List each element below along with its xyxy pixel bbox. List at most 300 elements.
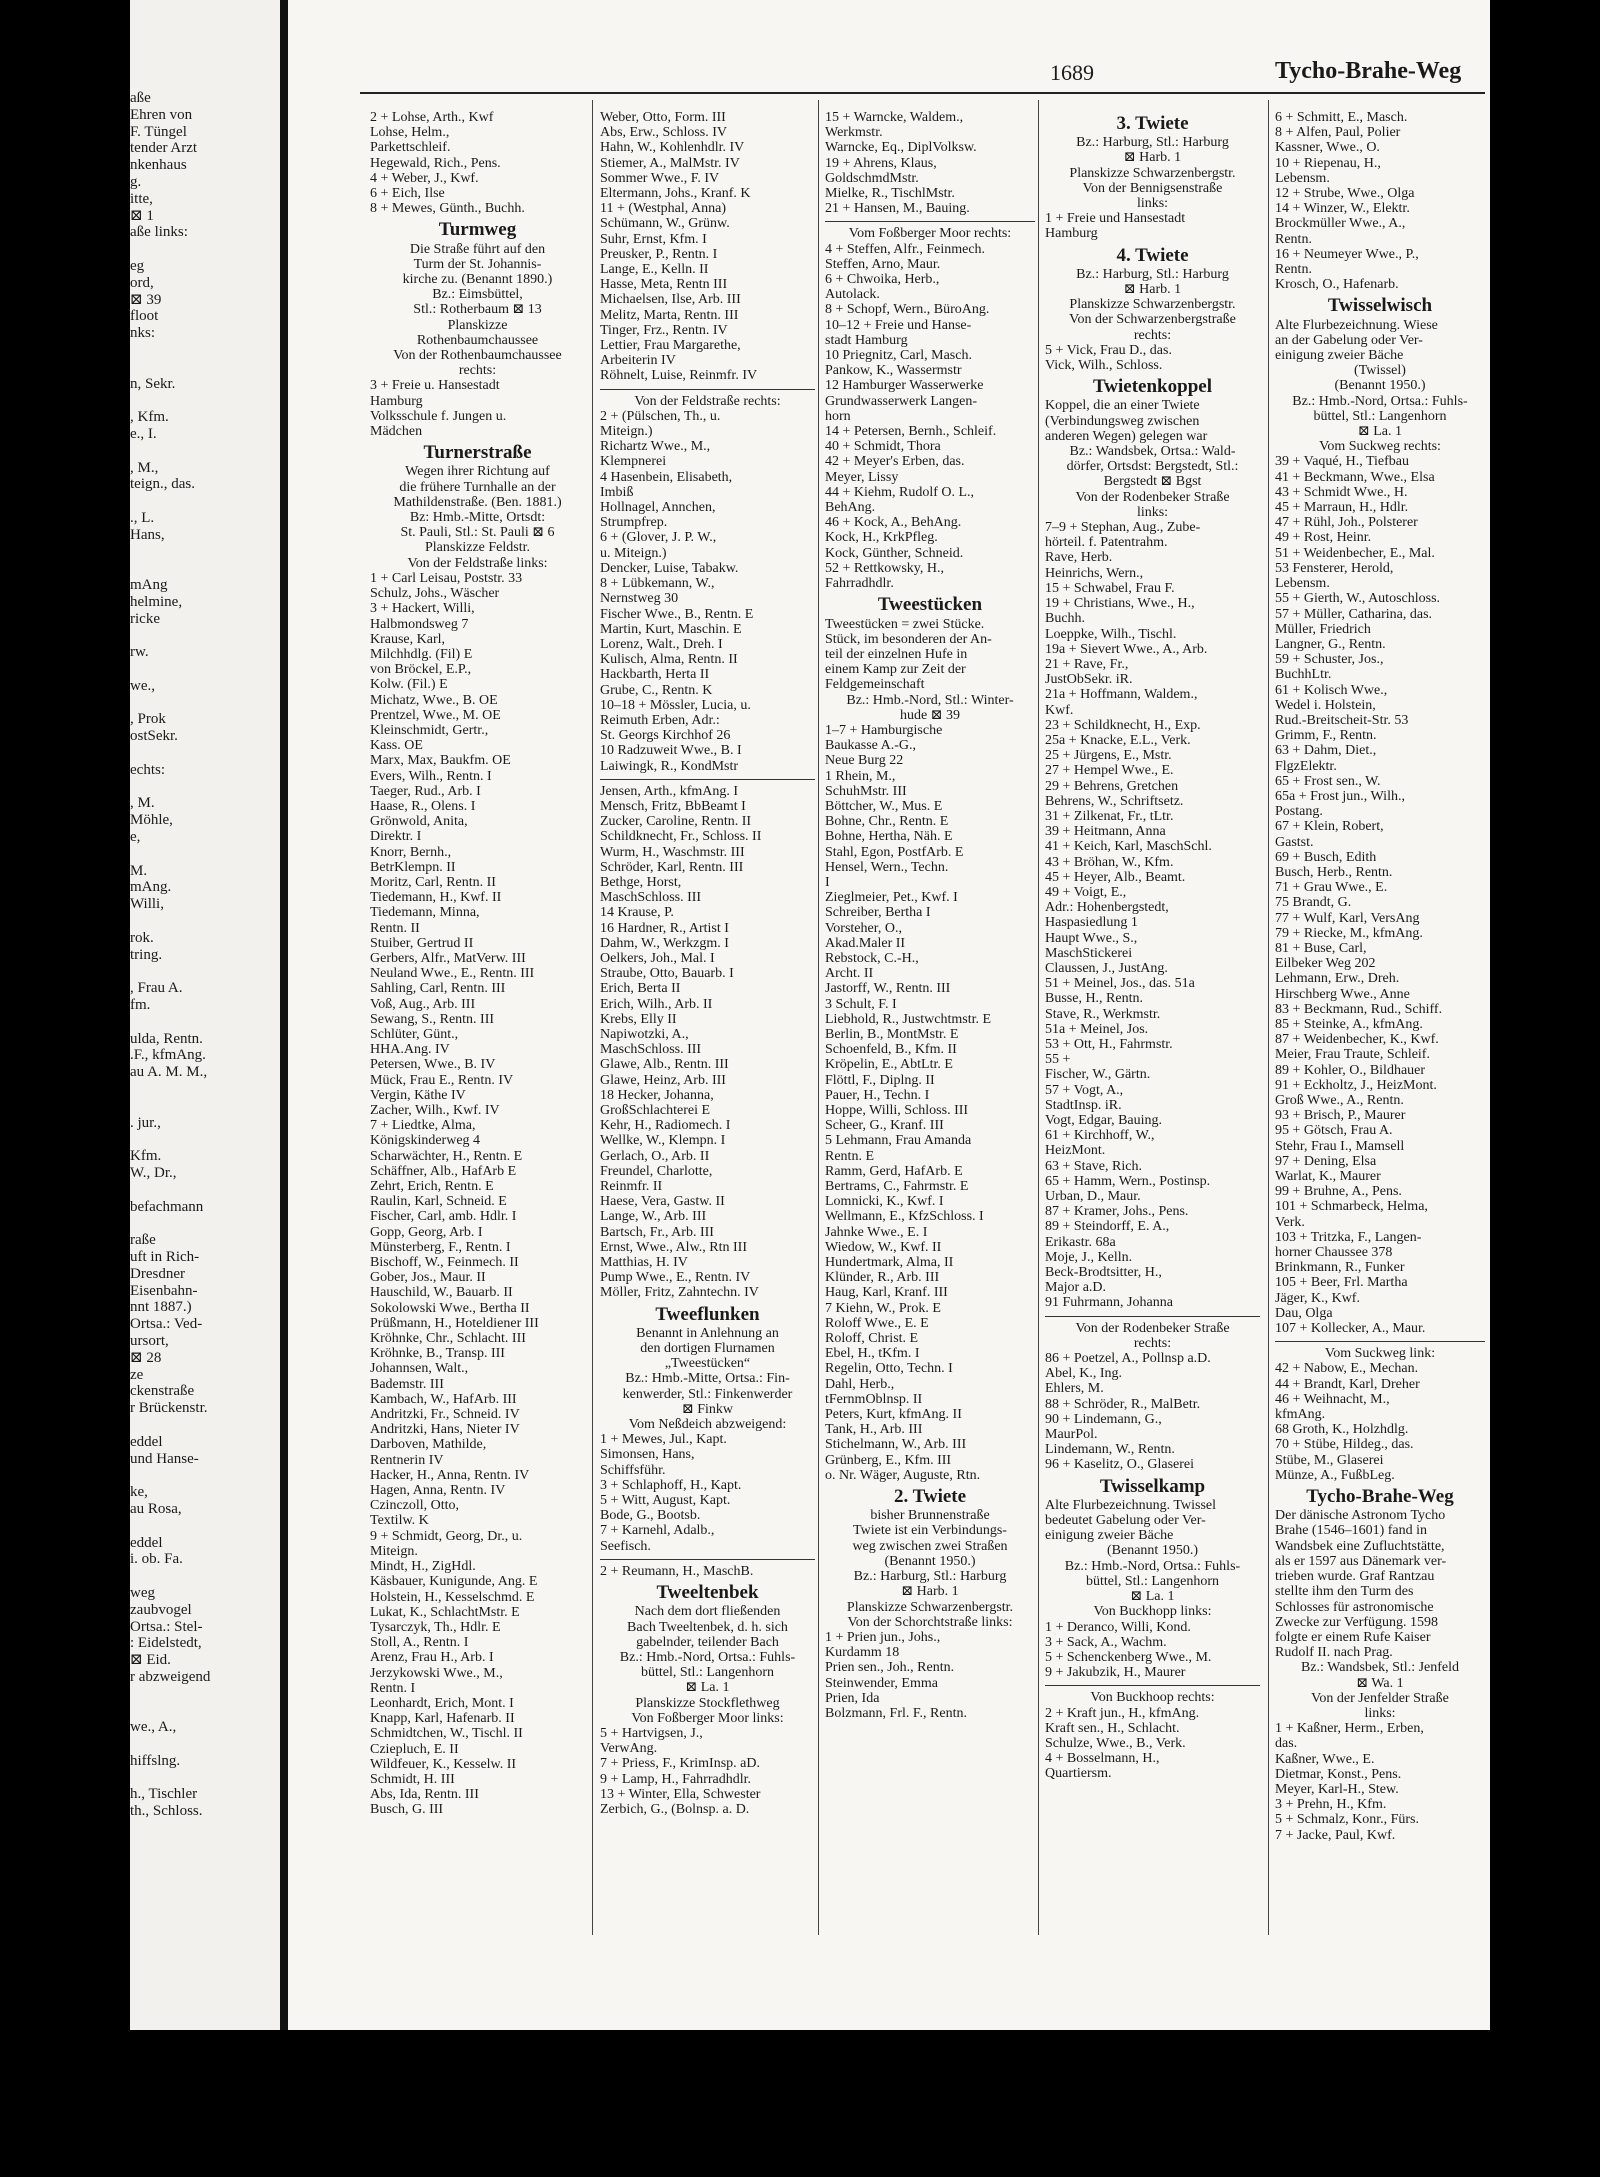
directory-entry: anderen Wegen) gelegen war xyxy=(1045,428,1208,444)
directory-entry: 8 + Alfen, Paul, Polier xyxy=(1275,125,1401,141)
left-page-line: e., I. xyxy=(130,425,157,442)
directory-entry: Kolw. (Fil.) E xyxy=(370,677,448,693)
directory-entry: Martin, Kurt, Maschin. E xyxy=(600,621,742,637)
directory-entry: Voß, Aug., Arb. III xyxy=(370,996,476,1012)
directory-entry: teil der einzelnen Hufe in xyxy=(825,646,968,662)
left-page-line xyxy=(130,1182,280,1199)
section-divider xyxy=(1045,1316,1260,1317)
directory-entry: Dietmar, Konst., Pens. xyxy=(1275,1766,1402,1782)
directory-entry: 21a + Hoffmann, Waldem., xyxy=(1045,687,1198,703)
street-info-line: Bz.: Hmb.-Nord, Stl.: Winter- xyxy=(846,692,1014,708)
directory-entry: Jahnke Wwe., E. I xyxy=(825,1224,928,1240)
directory-entry: Knorr, Bernh., xyxy=(370,844,452,860)
directory-entry: Schäffner, Alb., HafArb E xyxy=(370,1163,517,1179)
left-page-line: r Brückenstr. xyxy=(130,1400,208,1417)
column-3 xyxy=(825,110,1035,1721)
directory-entry: 49 + Rost, Heinr. xyxy=(1275,530,1372,546)
street-info-line: Bz: Hmb.-Mitte, Ortsdt: xyxy=(409,510,546,526)
directory-entry: Mielke, R., TischlMstr. xyxy=(825,186,955,202)
street-info-line: ⊠ Harb. 1 xyxy=(1123,282,1182,298)
left-page-line: r abzweigend xyxy=(130,1668,211,1685)
directory-entry: Kraft sen., H., Schlacht. xyxy=(1045,1720,1180,1736)
directory-entry: Erich, Berta II xyxy=(600,981,681,997)
directory-entry: Major a.D. xyxy=(1045,1280,1107,1296)
directory-entry: Strumpfrep. xyxy=(600,515,668,531)
left-page-line xyxy=(130,1417,280,1434)
directory-entry: 70 + Stübe, Hildeg., das. xyxy=(1275,1437,1414,1453)
directory-entry: Jastorff, W., Rentn. III xyxy=(825,981,951,997)
street-info-line: Von der Bennigsenstraße xyxy=(1082,180,1223,196)
directory-entry: Tiedemann, Minna, xyxy=(370,905,480,921)
left-page-line: th., Schloss. xyxy=(130,1803,203,1820)
left-page-line: ke, xyxy=(130,1484,148,1501)
directory-entry: Meier, Frau Traute, Schleif. xyxy=(1275,1047,1430,1063)
directory-entry: Rentn. II xyxy=(370,920,420,936)
street-info-line: (Benannt 1950.) xyxy=(1107,1543,1198,1559)
directory-entry: 10–12 + Freie und Hanse- xyxy=(825,317,972,333)
directory-entry: 51a + Meinel, Jos. xyxy=(1045,1021,1149,1037)
street-info-line: hude ⊠ 39 xyxy=(900,707,960,723)
left-page-line: we., A., xyxy=(130,1719,177,1736)
directory-entry: Hollnagel, Annchen, xyxy=(600,500,716,516)
left-page-line: Ortsa.: Stel- xyxy=(130,1618,203,1635)
directory-entry: Haupt Wwe., S., xyxy=(1045,930,1138,946)
directory-entry: VerwAng. xyxy=(600,1741,658,1757)
left-page-line: eddel xyxy=(130,1534,163,1551)
left-page-line: ⊠ Eid. xyxy=(130,1652,171,1669)
street-heading: Tweestücken xyxy=(877,594,983,616)
left-page-line: Ortsa.: Ved- xyxy=(130,1316,203,1333)
street-info-line: links: xyxy=(1364,1705,1396,1721)
left-page-line: Dresdner xyxy=(130,1265,185,1282)
directory-entry: Röhnelt, Luise, Reinmfr. IV xyxy=(600,368,758,384)
directory-entry: Erich, Wilh., Arb. II xyxy=(600,996,713,1012)
directory-entry: 88 + Schröder, R., MalBetr. xyxy=(1045,1396,1201,1412)
directory-entry: Jäger, K., Kwf. xyxy=(1275,1290,1360,1306)
left-page-line: e, xyxy=(130,829,141,846)
left-page-line xyxy=(130,544,280,561)
directory-entry: FlgzElektr. xyxy=(1275,758,1337,774)
left-page-line: raße xyxy=(130,1232,156,1249)
left-page-line: , M., xyxy=(130,459,159,476)
directory-entry: 41 + Beckmann, Wwe., Elsa xyxy=(1275,469,1435,485)
directory-entry: Andritzki, Fr., Schneid. IV xyxy=(370,1407,520,1423)
directory-entry: 3 + Hackert, Willi, xyxy=(370,601,475,617)
directory-entry: 14 + Petersen, Bernh., Schleif. xyxy=(825,424,997,440)
directory-entry: MaurPol. xyxy=(1045,1427,1098,1443)
directory-entry: 21 + Hansen, M., Bauing. xyxy=(825,201,970,217)
directory-entry: Meyer, Lissy xyxy=(825,469,899,485)
left-page-line xyxy=(130,661,280,678)
directory-entry: 89 + Kohler, O., Bildhauer xyxy=(1275,1062,1426,1078)
left-page-line: Willi, xyxy=(130,896,164,913)
street-info-line: Bz.: Harburg, Stl.: Harburg xyxy=(1076,266,1229,282)
directory-entry: 90 + Lindemann, G., xyxy=(1045,1411,1162,1427)
directory-entry: Steffen, Arno, Maur. xyxy=(825,256,941,272)
directory-entry: Lindemann, W., Rentn. xyxy=(1045,1442,1175,1458)
directory-entry: Urban, D., Maur. xyxy=(1045,1189,1141,1205)
directory-entry: GroßSchlachterei E xyxy=(600,1103,711,1118)
street-info-line: Von der Jenfelder Straße xyxy=(1311,1690,1449,1706)
directory-entry: 4 + Steffen, Alfr., Feinmech. xyxy=(825,241,986,257)
directory-entry: 61 + Kirchhoff, W., xyxy=(1045,1128,1155,1144)
section-divider xyxy=(1045,1685,1260,1686)
column-2 xyxy=(600,110,815,1817)
directory-entry: Kröhnke, B., Transp. III xyxy=(370,1346,505,1362)
directory-entry: 3 + Schlaphoff, H., Kapt. xyxy=(600,1477,742,1493)
directory-entry: 101 + Schmarbeck, Helma, xyxy=(1275,1199,1428,1215)
left-page-line xyxy=(130,779,280,796)
directory-entry: StadtInsp. iR. xyxy=(1045,1097,1122,1113)
directory-entry: Marx, Max, Baukfm. OE xyxy=(370,753,511,769)
directory-entry: (Verbindungsweg zwischen xyxy=(1045,413,1200,429)
directory-entry: Napiwotzki, A., xyxy=(600,1026,689,1042)
column-rule xyxy=(818,100,819,1935)
directory-entry: 8 + Mewes, Günth., Buchh. xyxy=(370,201,525,217)
directory-entry: Münze, A., FußbLeg. xyxy=(1275,1467,1395,1483)
directory-entry: Stück, im besonderen der An- xyxy=(825,631,992,647)
directory-entry: Sokolowski Wwe., Bertha II xyxy=(370,1300,530,1316)
directory-entry: 85 + Steinke, A., kfmAng. xyxy=(1275,1016,1423,1032)
directory-entry: Käsbauer, Kunigunde, Ang. E xyxy=(370,1574,538,1590)
directory-entry: Zieglmeier, Pet., Kwf. I xyxy=(825,890,958,906)
directory-entry: das. xyxy=(1275,1736,1298,1752)
directory-entry: Jensen, Arth., kfmAng. I xyxy=(600,783,739,799)
directory-entry: Groß Wwe., A., Rentn. xyxy=(1275,1093,1404,1108)
directory-entry: Hackbarth, Herta II xyxy=(600,667,710,683)
directory-entry: folgte er einem Rufe Kaiser xyxy=(1275,1629,1431,1645)
directory-entry: BehAng. xyxy=(825,500,876,516)
left-page-line: nks: xyxy=(130,325,156,342)
directory-entry: Lettier, Frau Margarethe, xyxy=(600,338,741,354)
street-info-line: Von Buckhoop rechts: xyxy=(1090,1690,1215,1706)
directory-entry: MaschSchloss. III xyxy=(600,1042,702,1058)
directory-entry: Dahm, W., Werkzgm. I xyxy=(600,935,729,951)
left-page-line: zaubvogel xyxy=(130,1601,192,1618)
directory-entry: Regelin, Otto, Techn. I xyxy=(825,1361,953,1377)
directory-entry: 2 + (Pülschen, Th., u. xyxy=(600,408,721,424)
street-info-line: kenwerder, Stl.: Finkenwerder xyxy=(622,1386,793,1402)
directory-entry: Wiedow, W., Kwf. II xyxy=(825,1239,942,1255)
directory-entry: Scheer, G., Kranf. III xyxy=(825,1118,944,1134)
directory-entry: Simonsen, Hans, xyxy=(600,1447,695,1463)
directory-entry: 51 + Weidenbecher, E., Mal. xyxy=(1275,545,1435,561)
directory-entry: Akad.Maler II xyxy=(825,935,906,951)
directory-entry: Hagen, Anna, Rentn. IV xyxy=(370,1483,506,1499)
directory-entry: an der Gabelung oder Ver- xyxy=(1275,332,1423,348)
street-info-line: ⊠ La. 1 xyxy=(685,1680,730,1696)
directory-entry: 3 Schult, F. I xyxy=(825,996,897,1012)
directory-entry: Autolack. xyxy=(825,287,880,303)
directory-entry: HHA.Ang. IV xyxy=(370,1042,450,1058)
directory-entry: Stichelmann, W., Arb. III xyxy=(825,1437,967,1453)
directory-entry: 7 + Jacke, Paul, Kwf. xyxy=(1275,1827,1396,1843)
directory-entry: 103 + Tritzka, F., Langen- xyxy=(1275,1229,1422,1245)
directory-entry: Bode, G., Bootsb. xyxy=(600,1508,701,1524)
directory-entry: 8 + Lübkemann, W., xyxy=(600,576,715,592)
directory-entry: Adr.: Hohenbergstedt, xyxy=(1045,900,1169,916)
left-page-line: Möhle, xyxy=(130,812,173,829)
column-1 xyxy=(370,110,585,1818)
directory-entry: Zucker, Caroline, Rentn. II xyxy=(600,814,752,830)
left-page-line: Ehren von xyxy=(130,106,193,123)
directory-entry: Mädchen xyxy=(370,424,423,440)
left-page-line: ⊠ 39 xyxy=(130,291,162,308)
street-info-line: Planskizze Schwarzenbergstr. xyxy=(1069,165,1236,181)
directory-entry: Rentn. xyxy=(1275,231,1312,247)
street-info-line: Bz.: Wandsbek, Ortsa.: Wald- xyxy=(1069,444,1236,460)
directory-entry: 55 + xyxy=(1045,1052,1071,1068)
left-page-line: befachmann xyxy=(130,1198,204,1215)
left-page-line: W., Dr., xyxy=(130,1165,177,1181)
directory-entry: 65 + Hamm, Wern., Postinsp. xyxy=(1045,1173,1211,1189)
left-page-line: ., L. xyxy=(130,509,155,526)
directory-entry: BuchhLtr. xyxy=(1275,667,1332,683)
street-info-line: Bz.: Hmb.-Nord, Ortsa.: Fuhls- xyxy=(1064,1558,1241,1574)
directory-entry: 47 + Rühl, Joh., Polsterer xyxy=(1275,515,1418,531)
directory-entry: 44 + Kiehm, Rudolf O. L., xyxy=(825,484,975,500)
directory-entry: Richartz Wwe., M., xyxy=(600,439,711,455)
directory-entry: 93 + Brisch, P., Maurer xyxy=(1275,1108,1406,1124)
left-page-line: au A. M. M., xyxy=(130,1064,208,1081)
street-heading: Turnerstraße xyxy=(423,442,532,464)
street-info-line: Bach Tweeltenbek, d. h. sich xyxy=(627,1619,788,1635)
left-page-line: floot xyxy=(130,308,159,325)
directory-entry: Hahn, W., Kohlenhdlr. IV xyxy=(600,140,745,156)
street-info-line: Mathildenstraße. (Ben. 1881.) xyxy=(393,494,562,510)
directory-entry: u. Miteign.) xyxy=(600,545,667,561)
directory-entry: Fischer, Carl, amb. Hdlr. I xyxy=(370,1209,517,1225)
directory-entry: Reimuth Erben, Adr.: xyxy=(600,712,720,728)
street-info-line: büttel, Stl.: Langenhorn xyxy=(641,1665,774,1681)
directory-entry: Krosch, O., Hafenarb. xyxy=(1275,277,1399,293)
directory-entry: 65a + Frost jun., Wilh., xyxy=(1275,788,1405,804)
left-page-line: ze xyxy=(130,1366,144,1383)
directory-entry: Kock, H., KrkPfleg. xyxy=(825,530,938,546)
directory-entry: 46 + Kock, A., BehAng. xyxy=(825,515,962,531)
directory-entry: Stuiber, Gertrud II xyxy=(370,935,474,951)
directory-entry: 52 + Rettkowsky, H., xyxy=(825,560,944,576)
directory-entry: 1 + Mewes, Jul., Kapt. xyxy=(600,1432,727,1448)
directory-entry: 7–9 + Stephan, Aug., Zube- xyxy=(1045,520,1201,536)
street-heading: Tycho-Brahe-Weg xyxy=(1306,1486,1454,1508)
directory-entry: 39 + Vaqué, H., Tiefbau xyxy=(1275,454,1410,470)
directory-entry: 5 + Hartvigsen, J., xyxy=(600,1725,703,1741)
directory-entry: Miteign.) xyxy=(600,424,653,440)
directory-entry: Zehrt, Erich, Rentn. E xyxy=(370,1179,494,1195)
directory-entry: 59 + Schuster, Jos., xyxy=(1275,652,1384,668)
directory-entry: Kass. OE xyxy=(370,738,423,754)
directory-entry: 53 Fensterer, Herold, xyxy=(1275,560,1394,576)
directory-entry: 3 + Freie u. Hansestadt xyxy=(370,378,500,394)
left-page-line xyxy=(130,1098,280,1115)
directory-entry: Busse, H., Rentn. xyxy=(1045,991,1143,1007)
directory-entry: 9 + Lamp, H., Fahrradhdlr. xyxy=(600,1771,751,1787)
directory-entry: Freundel, Charlotte, xyxy=(600,1163,713,1179)
directory-entry: 107 + Kollecker, A., Maur. xyxy=(1275,1321,1426,1337)
directory-entry: Bolzmann, Frl. F., Rentn. xyxy=(825,1705,967,1721)
street-info-line: Von der Rodenbeker Straße xyxy=(1075,1320,1230,1336)
directory-entry: Dencker, Luise, Tabakw. xyxy=(600,560,739,576)
directory-entry: I xyxy=(825,874,830,890)
directory-entry: BetrKlempn. II xyxy=(370,859,456,875)
directory-entry: kfmAng. xyxy=(1275,1407,1326,1423)
left-page-line xyxy=(130,1703,280,1720)
street-info-line: Bergstedt ⊠ Bgst xyxy=(1103,474,1202,490)
directory-entry: Erikastr. 68a xyxy=(1045,1234,1116,1250)
street-info-line: links: xyxy=(1136,504,1169,520)
directory-entry: Stiemer, A., MalMstr. IV xyxy=(600,155,740,171)
left-page-line xyxy=(130,913,280,930)
directory-entry: Kock, Günther, Schneid. xyxy=(825,545,964,561)
directory-entry: 53 + Ott, H., Fahrmstr. xyxy=(1045,1036,1173,1052)
directory-entry: einigung zweier Bäche xyxy=(1045,1528,1174,1544)
left-page-line xyxy=(130,628,280,645)
directory-entry: Michatz, Wwe., B. OE xyxy=(370,692,498,708)
directory-entry: 4 + Weber, J., Kwf. xyxy=(370,170,479,186)
directory-entry: 10 Radzuweit Wwe., B. I xyxy=(600,743,742,759)
directory-entry: Scharwächter, H., Rentn. E xyxy=(370,1148,523,1164)
directory-entry: 63 + Dahm, Diet., xyxy=(1275,743,1377,759)
directory-entry: 3 + Prehn, H., Kfm. xyxy=(1275,1797,1387,1813)
column-rule xyxy=(1268,100,1269,1935)
left-page-line: ulda, Rentn. xyxy=(130,1030,203,1047)
left-page-line: M. xyxy=(130,862,148,879)
book-gutter xyxy=(280,0,288,2030)
directory-entry: stadt Hamburg xyxy=(825,332,908,348)
directory-entry: Michaelsen, Ilse, Arb. III xyxy=(600,292,741,308)
left-page-line: aße xyxy=(130,90,151,106)
directory-entry: Weber, Otto, Form. III xyxy=(600,110,726,125)
directory-entry: Cziepluch, E. II xyxy=(370,1741,459,1757)
directory-entry: Oelkers, Joh., Mal. I xyxy=(600,950,715,966)
directory-entry: 2 + Kraft jun., H., kfmAng. xyxy=(1045,1705,1200,1721)
directory-entry: Bademstr. III xyxy=(370,1376,444,1392)
street-info-line: Bz.: Harburg, Stl.: Harburg xyxy=(853,1569,1007,1585)
street-info-line: büttel, Stl.: Langenhorn xyxy=(1313,408,1447,424)
directory-entry: Buchh. xyxy=(1045,611,1086,627)
directory-entry: Kröpelin, E., AbtLtr. E xyxy=(825,1057,953,1073)
directory-entry: 67 + Klein, Robert, xyxy=(1275,819,1384,835)
directory-entry: Stahl, Egon, PostfArb. E xyxy=(825,844,964,860)
directory-entry: Roloff Wwe., E. E xyxy=(825,1315,929,1331)
directory-entry: Schoenfeld, B., Kfm. II xyxy=(825,1042,957,1058)
directory-entry: 5 Lehmann, Frau Amanda xyxy=(825,1133,972,1149)
directory-entry: 45 + Heyer, Alb., Beamt. xyxy=(1045,869,1186,885)
street-info-line: kirche zu. (Benannt 1890.) xyxy=(402,272,553,288)
directory-entry: Müller, Friedrich xyxy=(1275,621,1371,637)
directory-entry: horn xyxy=(825,408,851,424)
directory-entry: 5 + Witt, August, Kapt. xyxy=(600,1493,731,1509)
directory-entry: 5 + Vick, Frau D., das. xyxy=(1045,342,1172,358)
directory-entry: GoldschmdMstr. xyxy=(825,170,919,186)
directory-entry: Gerlach, O., Arb. II xyxy=(600,1148,710,1164)
left-page-line: ursort, xyxy=(130,1332,169,1349)
left-page-line xyxy=(130,392,280,409)
directory-entry: 5 + Schmalz, Konr., Fürs. xyxy=(1275,1812,1419,1828)
left-page-line: rw. xyxy=(130,644,149,661)
directory-entry: 5 + Schenckenberg Wwe., M. xyxy=(1045,1649,1212,1665)
directory-entry: Lomnicki, K., Kwf. I xyxy=(825,1194,944,1210)
street-heading: Tweeltenbek xyxy=(656,1582,759,1604)
directory-entry: Grube, C., Rentn. K xyxy=(600,682,713,698)
directory-entry: Kwf. xyxy=(1045,702,1074,718)
directory-entry: Beck-Brodtsitter, H., xyxy=(1045,1265,1162,1281)
directory-entry: Wurm, H., Waschmstr. III xyxy=(600,844,745,860)
directory-entry: Lange, E., Kelln. II xyxy=(600,262,709,278)
left-page-line: aße links: xyxy=(130,224,188,241)
directory-entry: Haese, Vera, Gastw. II xyxy=(600,1194,725,1210)
directory-entry: Kaßner, Wwe., E. xyxy=(1275,1751,1375,1767)
directory-entry: Bartsch, Fr., Arb. III xyxy=(600,1224,714,1240)
street-info-line: Stl.: Rotherbaum ⊠ 13 xyxy=(413,302,542,318)
directory-entry: Münsterberg, F., Rentn. I xyxy=(370,1239,511,1255)
column-rule xyxy=(592,100,593,1935)
directory-entry: 87 + Weidenbecher, K., Kwf. xyxy=(1275,1032,1439,1048)
directory-entry: Neue Burg 22 xyxy=(825,753,904,769)
street-info-line: den dortigen Flurnamen xyxy=(640,1341,775,1357)
directory-entry: 31 + Zilkenat, Fr., tLtr. xyxy=(1045,808,1174,824)
directory-page xyxy=(130,0,1490,2030)
directory-entry: Loeppke, Wilh., Tischl. xyxy=(1045,626,1177,642)
left-page-line: g. xyxy=(130,173,142,190)
directory-entry: Direktr. I xyxy=(370,829,422,845)
left-page-line: fm. xyxy=(130,997,151,1014)
street-info-line: Von Buckhopp links: xyxy=(1093,1604,1212,1620)
directory-entry: 57 + Vogt, A., xyxy=(1045,1082,1124,1098)
directory-entry: Schildknecht, Fr., Schloss. II xyxy=(600,829,762,845)
directory-entry: Liebhold, R., Justwchtmstr. E xyxy=(825,1011,992,1027)
street-info-line: ⊠ Wa. 1 xyxy=(1356,1675,1404,1691)
left-page-line: au Rosa, xyxy=(130,1500,182,1517)
left-page-line: ostSekr. xyxy=(130,728,178,745)
directory-entry: Fischer, W., Gärtn. xyxy=(1045,1067,1151,1083)
street-info-line: Turm der St. Johannis- xyxy=(413,256,542,272)
directory-entry: Roloff, Christ. E xyxy=(825,1331,919,1347)
left-page-line xyxy=(130,342,280,359)
directory-entry: Werkmstr. xyxy=(825,125,883,141)
directory-entry: 39 + Heitmann, Anna xyxy=(1045,824,1166,840)
directory-entry: 99 + Bruhne, A., Pens. xyxy=(1275,1184,1402,1200)
directory-entry: Hauschild, W., Bauarb. II xyxy=(370,1285,513,1301)
directory-entry: 79 + Riecke, M., kfmAng. xyxy=(1275,925,1423,941)
directory-entry: Glawe, Heinz, Arb. III xyxy=(600,1072,726,1088)
left-page-line: eddel xyxy=(130,1433,163,1450)
directory-entry: Schmidt, H. III xyxy=(370,1771,455,1787)
street-heading: Turmweg xyxy=(438,219,517,241)
directory-entry: Gopp, Georg, Arb. I xyxy=(370,1224,483,1240)
directory-entry: Busch, G. III xyxy=(370,1802,444,1818)
directory-entry: 9 + Schmidt, Georg, Dr., u. xyxy=(370,1528,523,1544)
directory-entry: Andritzki, Hans, Nieter IV xyxy=(370,1422,520,1438)
directory-entry: Straube, Otto, Bauarb. I xyxy=(600,966,734,982)
directory-entry: Feldgemeinschaft xyxy=(825,677,925,693)
street-info-line: Bz.: Wandsbek, Stl.: Jenfeld xyxy=(1300,1660,1460,1676)
street-info-line: Planskizze Schwarzenbergstr. xyxy=(846,1599,1014,1615)
directory-entry: 1 + Kaßner, Herm., Erben, xyxy=(1275,1721,1424,1737)
street-info-line: Die Straße führt auf den xyxy=(409,241,546,257)
directory-entry: Berlin, B., MontMstr. E xyxy=(825,1026,959,1042)
directory-entry: 69 + Busch, Edith xyxy=(1275,849,1377,865)
street-info-line: Vom Suckweg rechts: xyxy=(1319,439,1441,455)
directory-entry: Hirschberg Wwe., Anne xyxy=(1275,986,1410,1002)
street-heading: Twisselwisch xyxy=(1327,295,1433,317)
directory-entry: Rentn. xyxy=(1275,262,1312,278)
left-page-line: nnt 1887.) xyxy=(130,1299,192,1316)
directory-entry: 8 + Schopf, Wern., BüroAng. xyxy=(825,302,990,318)
directory-entry: Verk. xyxy=(1275,1214,1305,1230)
directory-entry: 81 + Buse, Carl, xyxy=(1275,940,1367,956)
